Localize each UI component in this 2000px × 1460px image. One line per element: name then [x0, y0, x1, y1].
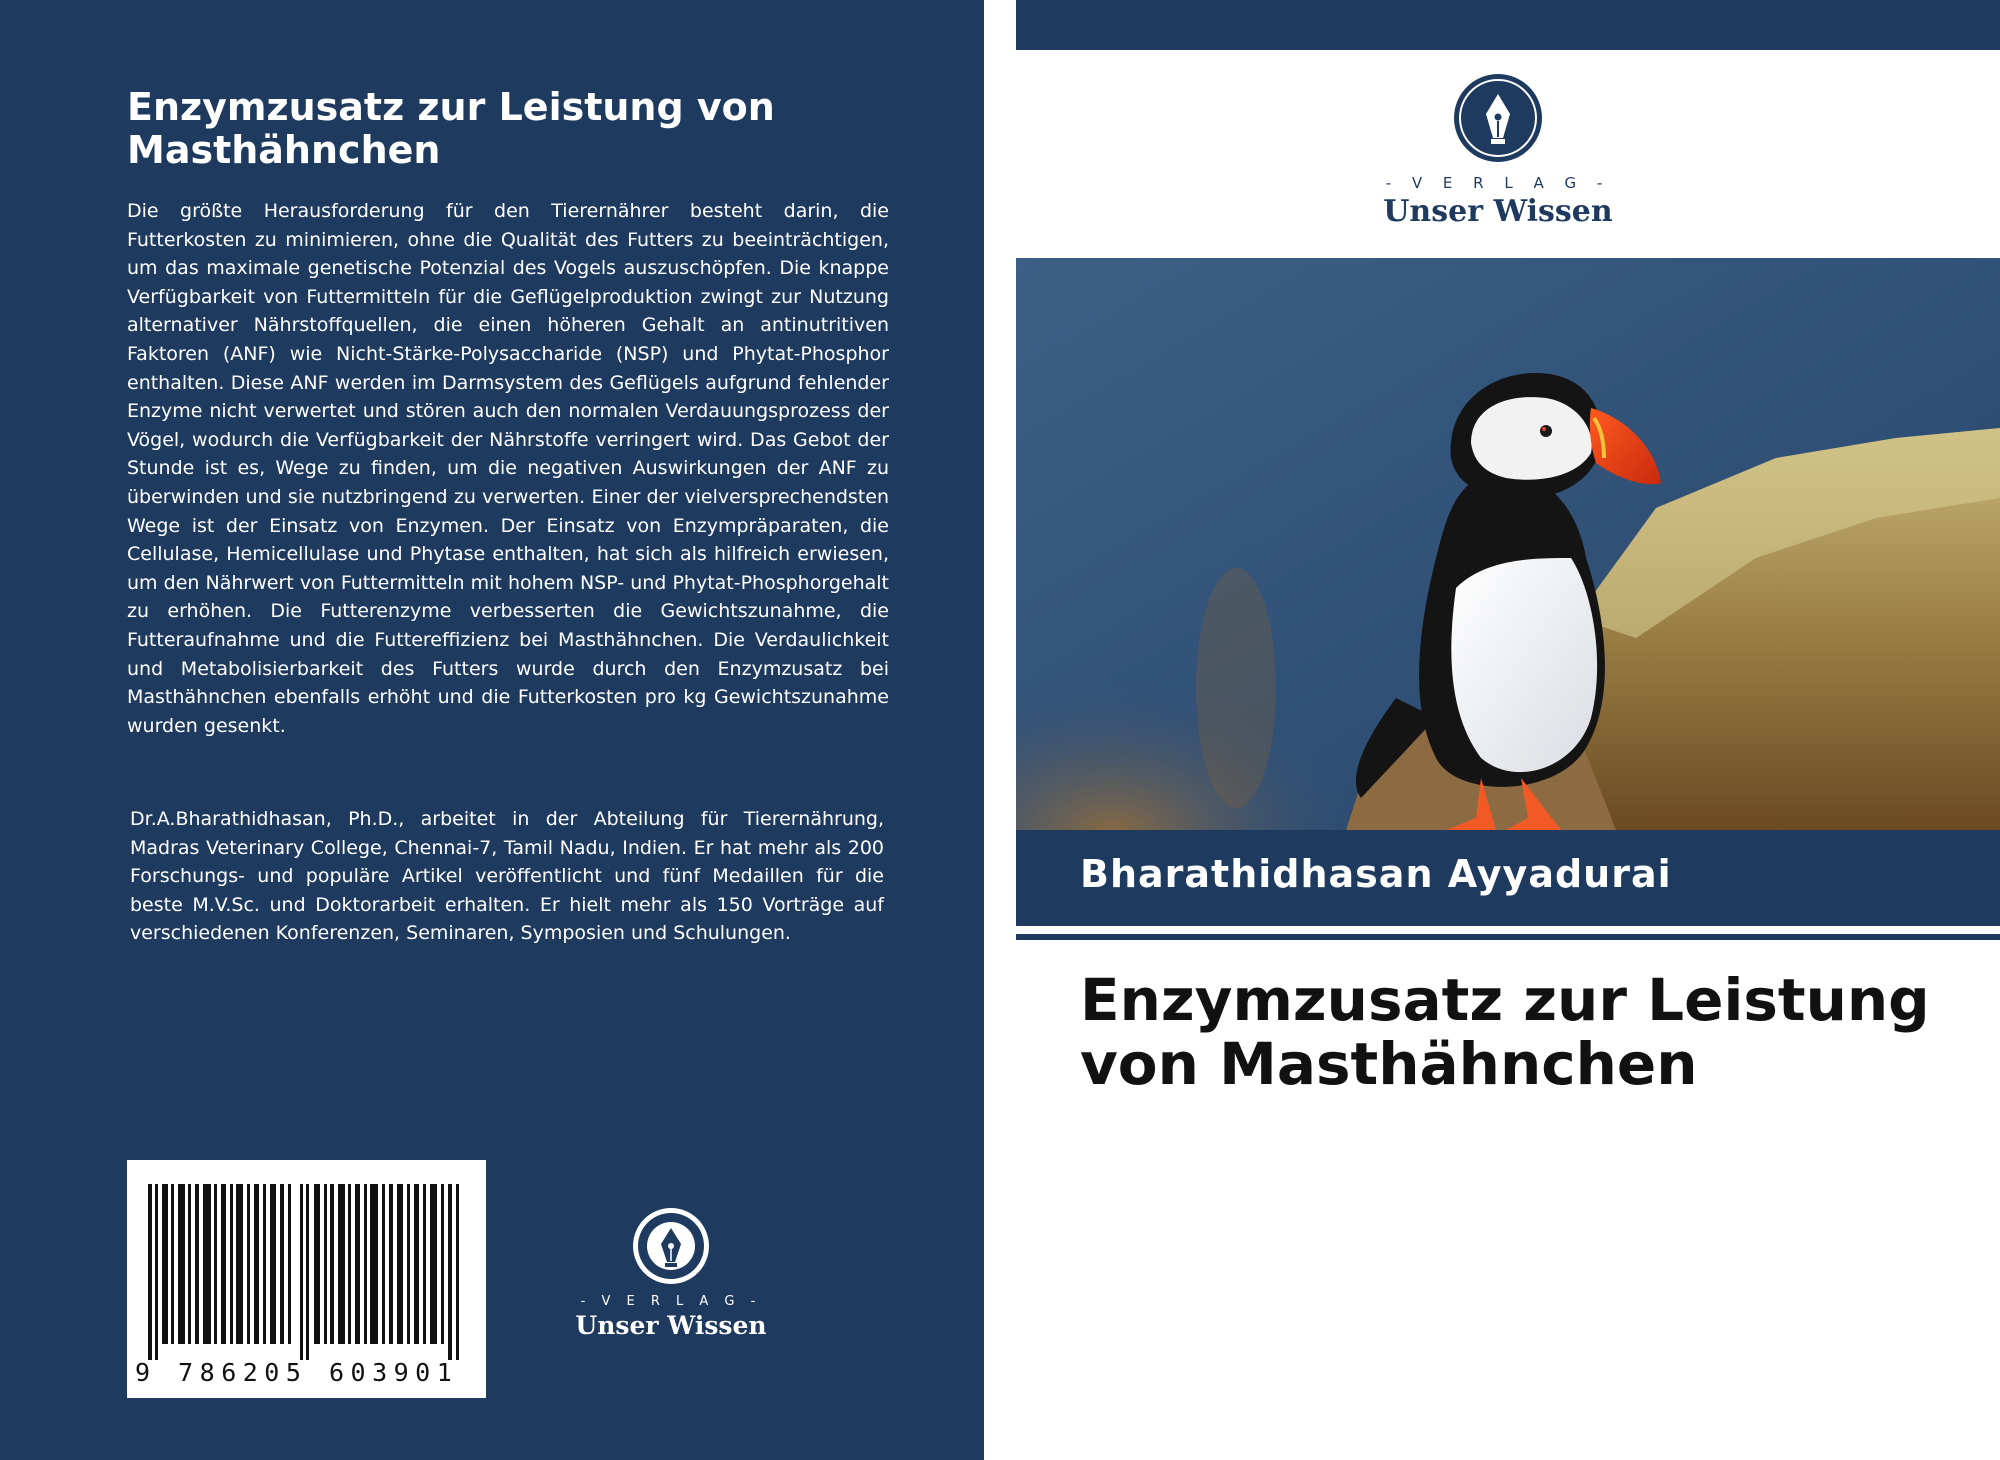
cover-photo-puffin	[1016, 258, 2000, 830]
back-cover-title: Enzymzusatz zur Leistung von Masthähnchen	[127, 85, 775, 172]
author-bio: Dr.A.Bharathidhasan, Ph.D., arbeitet in der Abteilung für Tierernährung, Madras Veterinary College, Chennai-7, Tamil Nadu, Indien. Er hat mehr als 200 Forschungs- und populäre Artikel veröffentlicht und fünf Medaillen für die beste M.V.Sc. und Doktorarbeit erhalten. Er hielt mehr als 150 Vorträge auf verschiedenen Konferenzen, Seminaren, Symposien und Schulungen.	[130, 808, 884, 945]
publisher-logo-back	[575, 1206, 767, 1340]
publisher-verlag-label: - V E R L A G -	[1385, 174, 1611, 192]
spine	[984, 0, 1016, 1460]
publisher-verlag-label: - V E R L A G -	[580, 1294, 762, 1309]
divider-rule	[1016, 934, 2000, 940]
front-cover-title: Enzymzusatz zur Leistung von Masthähnchen	[1080, 966, 1930, 1098]
front-top-bar	[1016, 0, 2000, 50]
atlantic-puffin-photo	[1016, 258, 2000, 830]
fountain-pen-nib-icon	[631, 1206, 711, 1286]
front-cover	[1016, 0, 2000, 1460]
fountain-pen-nib-icon	[1452, 72, 1544, 164]
barcode-bars-icon	[148, 1184, 466, 1360]
back-cover-description: Die größte Herausforderung für den Tierernährer besteht darin, die Futterkosten zu minimieren, ohne die Qualität des Futters zu beeinträchtigen, um das maximale genetische Potenzial des Vogels auszuschöpfen. Die knappe Verfügbarkeit von Futtermitteln für die Geflügelproduktion zwingt zur Nutzung alternativer Nährstoffquellen, die einen höheren Gehalt an antinutritiven Faktoren (ANF) wie Nicht-Stärke-Polysaccharide (NSP) und Phytat-Phosphor enthalten. Diese ANF werden im Darmsystem des Geflügels aufgrund fehlender Enzyme nicht verwertet und stören auch den normalen Verdauungsprozess der Vögel, wodurch die Verfügbarkeit der Nährstoffe verringert wird. Das Gebot der Stunde ist es, Wege zu finden, um die negativen Auswirkungen der ANF zu überwinden und sie nutzbringend zu verwerten. Einer der vielversprechendsten Wege ist der Einsatz von Enzymen. Der Einsatz von Enzympräparaten, die Cellulase, Hemicellulase und Phytase enthalten, hat sich als hilfreich erwiesen, um den Nährwert von Futtermitteln mit hohem NSP- und Phytat-Phosphorgehalt zu erhöhen. Die Futterenzyme verbesserten die Gewichtszunahme, die Futteraufnahme und die Futtereffizienz bei Masthähnchen. Die Verdaulichkeit und Metabolisierbarkeit des Futters wurde durch den Enzymzusatz bei Masthähnchen ebenfalls erhöht und die Futterkosten pro kg Gewichtszunahme wurden gesenkt.	[127, 200, 889, 737]
publisher-name: Unser Wissen	[1383, 194, 1613, 229]
publisher-name: Unser Wissen	[575, 1311, 767, 1340]
isbn-digits: 9 786205 603901	[135, 1358, 459, 1387]
author-band	[1016, 830, 2000, 926]
author-name: Bharathidhasan Ayyadurai	[1080, 852, 1672, 896]
isbn-barcode	[127, 1160, 486, 1398]
back-cover	[0, 0, 984, 1460]
publisher-logo-front	[1373, 72, 1623, 229]
